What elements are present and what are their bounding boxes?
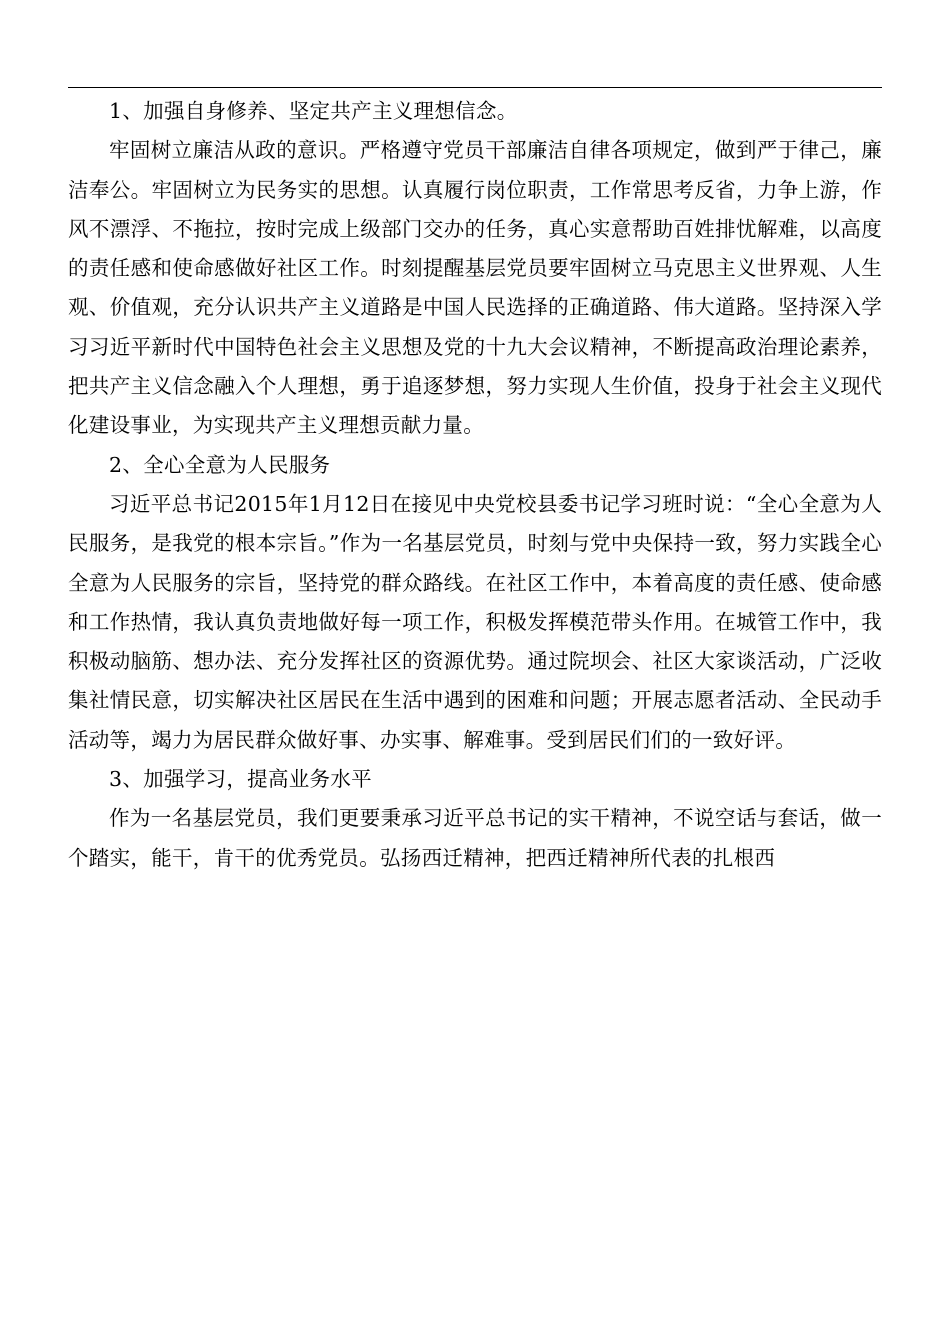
section-paragraph-1: 牢固树立廉洁从政的意识。严格遵守党员干部廉洁自律各项规定，做到严于律己，廉洁奉公。牢固树立为民务实的思想。认真履行岗位职责，工作常思考反省，力争上游，作风不漂浮、不拖拉，按时完成上级部门交办的任务，真心实意帮助百姓排忧解难，以高度的责任感和使命感做好社区工作。时刻提醒基层党员要牢固树立马克思主义世界观、人生观、价值观，充分认识共产主义道路是中国人民选择的正确道路、伟大道路。坚持深入学习习近平新时代中国特色社会主义思想及党的十九大会议精神，不断提高政治理论素养，把共产主义信念融入个人理想，勇于追逐梦想，努力实现人生价值，投身于社会主义现代化建设事业，为实现共产主义理想贡献力量。 bbox=[68, 138, 882, 438]
section-paragraph-2: 习近平总书记2015年1月12日在接见中央党校县委书记学习班时说：“全心全意为人民服务，是我党的根本宗旨。”作为一名基层党员，时刻与党中央保持一致，努力实践全心全意为人民服务的宗旨，坚持党的群众路线。在社区工作中，本着高度的责任感、使命感和工作热情，我认真负责地做好每一项工作，积极发挥模范带头作用。在城管工作中，我积极动脑筋、想办法、充分发挥社区的资源优势。通过院坝会、社区大家谈活动，广泛收集社情民意，切实解决社区居民在生活中遇到的困难和问题；开展志愿者活动、全民动手活动等，竭力为居民群众做好事、办实事、解难事。受到居民们们的一致好评。 bbox=[68, 491, 882, 752]
section-paragraph-3: 作为一名基层党员，我们更要秉承习近平总书记的实干精神，不说空话与套话，做一个踏实，能干，肯干的优秀党员。弘扬西迁精神，把西迁精神所代表的扎根西 bbox=[68, 806, 882, 870]
header-rule bbox=[68, 87, 882, 88]
section-heading-3: 3、加强学习，提高业务水平 bbox=[109, 767, 372, 792]
section-heading-1: 1、加强自身修养、坚定共产主义理想信念。 bbox=[109, 99, 518, 123]
document-body bbox=[68, 92, 882, 878]
section-heading-2: 2、全心全意为人民服务 bbox=[109, 452, 331, 477]
